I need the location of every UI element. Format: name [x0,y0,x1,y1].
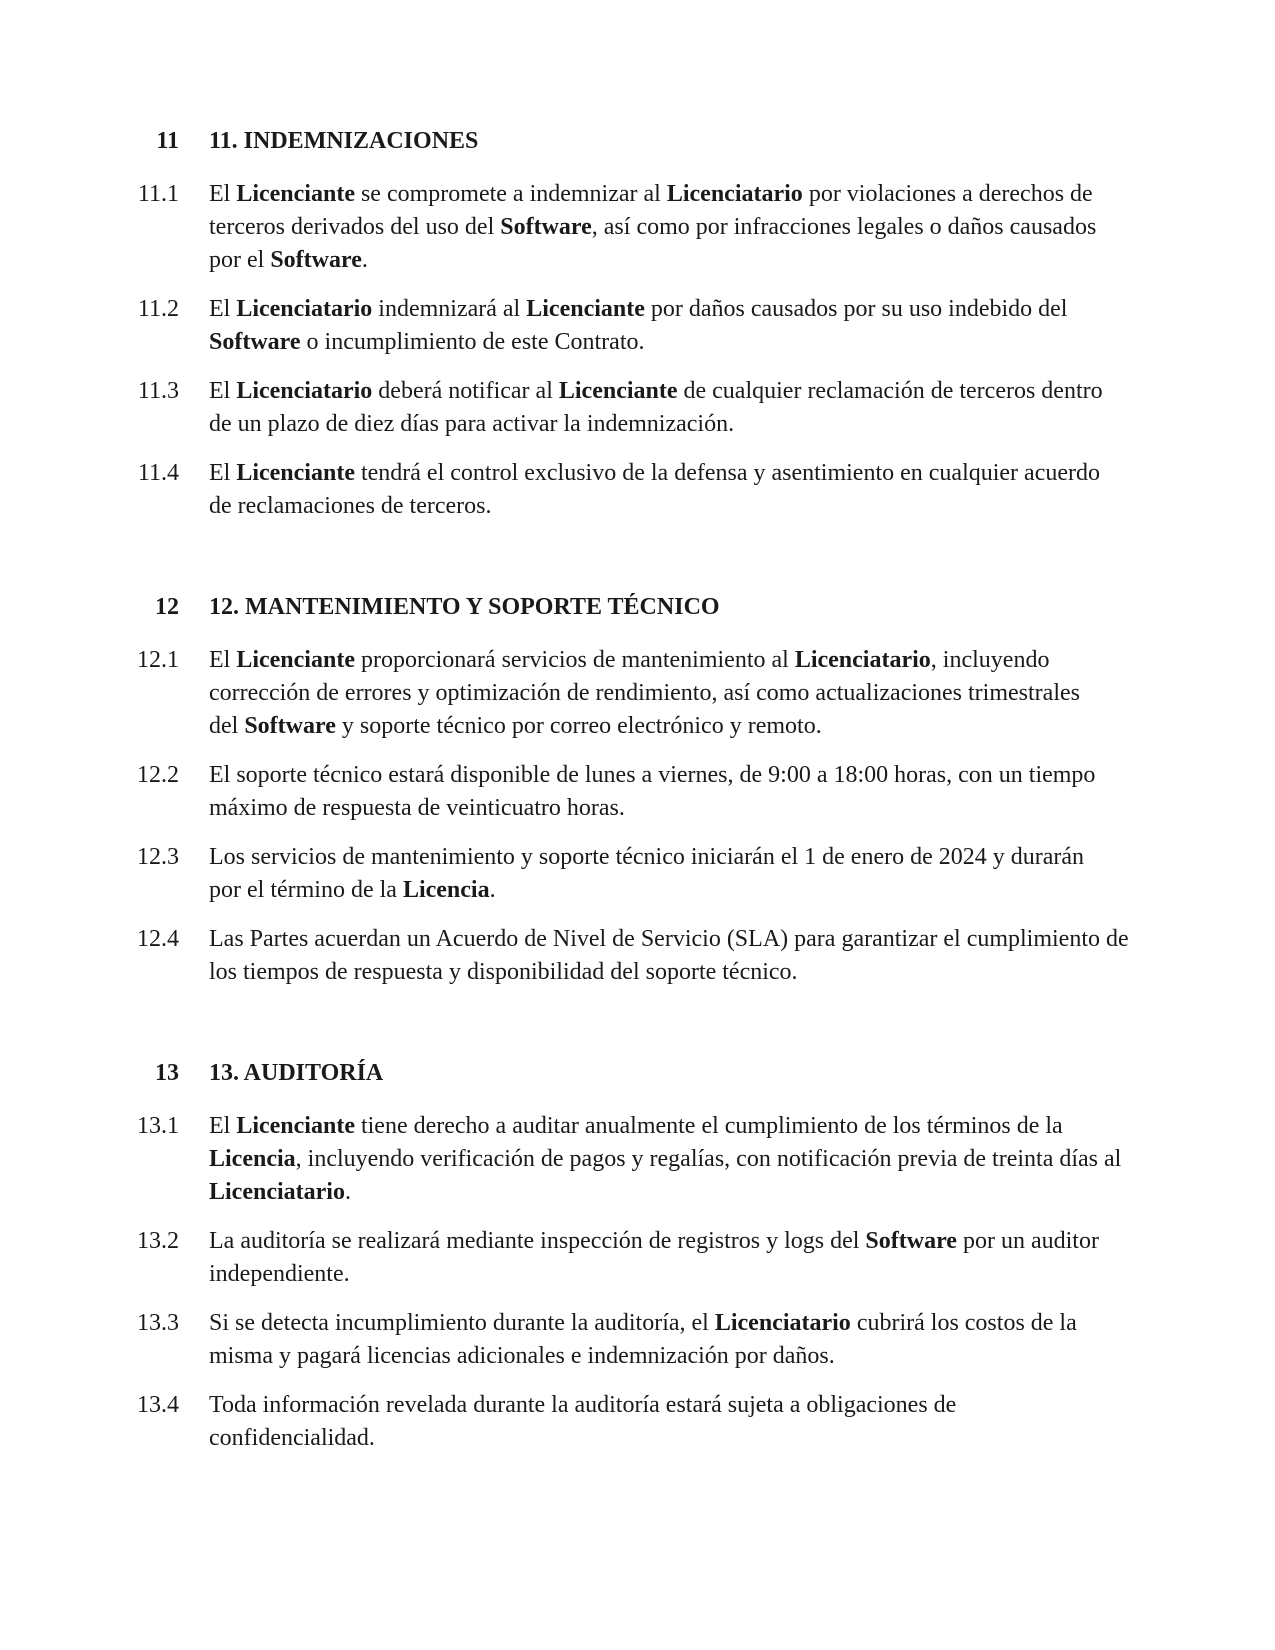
text-run: Si se detecta incumplimiento durante la auditoría, el [209,1310,715,1336]
clause-text [209,1225,1275,1291]
text-run: Licenciatario [236,296,373,322]
clause-number: 12.3 [137,844,179,870]
text-run: de un plazo de diez días para activar la indemnización. [209,411,735,437]
text-run: Licenciatario [666,181,803,207]
text-run: El [209,378,237,404]
text-run: Software [865,1228,957,1254]
clause-text [209,293,1275,359]
clause-number: 11.1 [137,181,179,207]
clause-row [0,644,1275,743]
section-title-cell [209,591,1275,624]
text-run: , así como por infracciones legales o daños causados [591,214,1097,240]
text-line [209,841,1275,874]
clause-row [0,457,1275,523]
text-run: Software [209,329,301,355]
text-run: máximo de respuesta de veinticuatro horas. [209,795,625,821]
text-run: tendrá el control exclusivo de la defensa y asentimiento en cualquier acuerdo [354,460,1100,486]
text-line [209,1110,1275,1143]
text-line [209,490,1275,523]
clause-row [0,923,1275,989]
clause-number: 13.2 [137,1228,179,1254]
text-line [209,677,1275,710]
text-run: de cualquier reclamación de terceros dentro [677,378,1103,404]
text-run: Licenciatario [794,647,931,673]
text-run: . [361,247,368,273]
clause-number: 13.3 [137,1310,179,1336]
text-run: Licenciatario [714,1310,851,1336]
text-line [209,644,1275,677]
text-line [209,874,1275,907]
text-run: se compromete a indemnizar al [354,181,667,207]
text-line [209,1307,1275,1340]
text-run: Licenciante [236,181,355,207]
text-run: terceros derivados del uso del [209,214,501,240]
text-run: cubrirá los costos de la [850,1310,1077,1336]
text-run: misma y pagará licencias adicionales e indemnización por daños. [209,1343,835,1369]
text-run: . [344,1179,351,1205]
text-run: indemnizará al [372,296,527,322]
text-line [209,244,1275,277]
text-run: deberá notificar al [372,378,559,404]
section-heading [0,125,1275,158]
text-run: Las Partes acuerdan un Acuerdo de Nivel de Servicio (SLA) para garantizar el cumplimiento de [209,926,1129,952]
text-run: El [209,647,237,673]
text-run: , incluyendo [930,647,1050,673]
text-run: corrección de errores y optimización de rendimiento, así como actualizaciones trimestrales [209,680,1080,706]
contract-section [0,539,1275,1005]
text-run: por un auditor [956,1228,1099,1254]
text-line [209,1258,1275,1291]
text-line [209,956,1275,989]
clause-number: 13.1 [137,1113,179,1139]
text-run: Los servicios de mantenimiento y soporte técnico iniciarán el 1 de enero de 2024 y durarán [209,844,1085,870]
text-run: por daños causados por su uso indebido del [644,296,1068,322]
text-run: Software [244,713,336,739]
section-heading [0,591,1275,624]
section-title: 11. INDEMNIZACIONES [209,128,479,154]
text-run: La auditoría se realizará mediante inspección de registros y logs del [209,1228,866,1254]
text-run: confidencialidad. [209,1425,375,1451]
text-run: y soporte técnico por correo electrónico y remoto. [335,713,822,739]
contract-section [0,125,1275,539]
section-number: 11 [156,128,179,154]
text-run: Licenciante [236,460,355,486]
section-title: 12. MANTENIMIENTO Y SOPORTE TÉCNICO [209,594,720,620]
text-run: del [209,713,245,739]
text-run: Licenciante [236,1113,355,1139]
text-line [209,759,1275,792]
clause-row [0,1110,1275,1209]
clause-row [0,293,1275,359]
section-title-cell [209,1057,1275,1090]
text-line [209,293,1275,326]
text-run: Licenciatario [236,378,373,404]
text-run: por el [209,247,271,273]
clause-number: 11.4 [137,460,179,486]
clause-text [209,841,1275,907]
clause-row [0,841,1275,907]
clause-row [0,375,1275,441]
text-run: El soporte técnico estará disponible de lunes a viernes, de 9:00 a 18:00 horas, con un tiempo [209,762,1096,788]
text-run: Licencia [209,1146,296,1172]
text-run: Licenciante [526,296,645,322]
section-number: 12 [155,594,179,620]
text-run: de reclamaciones de terceros. [209,493,492,519]
text-run: Licenciante [558,378,678,404]
text-line [209,1225,1275,1258]
clause-number: 12.1 [137,647,179,673]
text-run: Toda información revelada durante la auditoría estará sujeta a obligaciones de [209,1392,957,1418]
text-line [209,457,1275,490]
clause-row [0,178,1275,277]
clause-row [0,1389,1275,1455]
text-run: El [209,181,237,207]
text-run: por violaciones a derechos de [802,181,1093,207]
clause-text [209,457,1275,523]
clause-text [209,1389,1275,1455]
text-run: por el término de la [209,877,403,903]
text-line [209,326,1275,359]
text-run: los tiempos de respuesta y disponibilidad del soporte técnico. [209,959,798,985]
clause-text [209,1110,1275,1209]
text-line [209,710,1275,743]
clause-row [0,1307,1275,1373]
text-run: , incluyendo verificación de pagos y regalías, con notificación previa de treinta días al [295,1146,1122,1172]
clause-number: 11.2 [137,296,179,322]
text-run: tiene derecho a auditar anualmente el cumplimiento de los términos de la [354,1113,1063,1139]
clause-text [209,178,1275,277]
text-run: El [209,1113,237,1139]
text-run: Licenciatario [209,1179,345,1205]
text-line [209,1340,1275,1373]
text-run: Licenciante [236,647,355,673]
clause-number: 13.4 [137,1392,179,1418]
section-title-cell [209,125,1275,158]
text-run: El [209,460,237,486]
text-line [209,1143,1275,1176]
clause-number: 12.4 [137,926,179,952]
text-run: Software [270,247,362,273]
text-line [209,178,1275,211]
clause-row [0,1225,1275,1291]
text-run: Licencia [402,877,490,903]
section-heading [0,1057,1275,1090]
text-line [209,1176,1275,1209]
clause-text [209,644,1275,743]
text-line [209,792,1275,825]
text-line [209,1422,1275,1455]
text-run: Software [500,214,592,240]
clause-text [209,375,1275,441]
contract-section [0,1005,1275,1471]
clause-text [209,759,1275,825]
text-run: proporcionará servicios de mantenimiento al [354,647,795,673]
text-run: independiente. [209,1261,350,1287]
text-line [209,923,1275,956]
clause-number: 12.2 [137,762,179,788]
text-run: . [489,877,496,903]
text-line [209,408,1275,441]
section-number: 13 [155,1060,179,1086]
text-line [209,375,1275,408]
text-line [209,1389,1275,1422]
section-title: 13. AUDITORÍA [209,1060,384,1086]
text-run: El [209,296,237,322]
clause-text [209,1307,1275,1373]
text-line [209,211,1275,244]
text-run: o incumplimiento de este Contrato. [300,329,645,355]
clause-number: 11.3 [137,378,179,404]
clause-text [209,923,1275,989]
clause-row [0,759,1275,825]
